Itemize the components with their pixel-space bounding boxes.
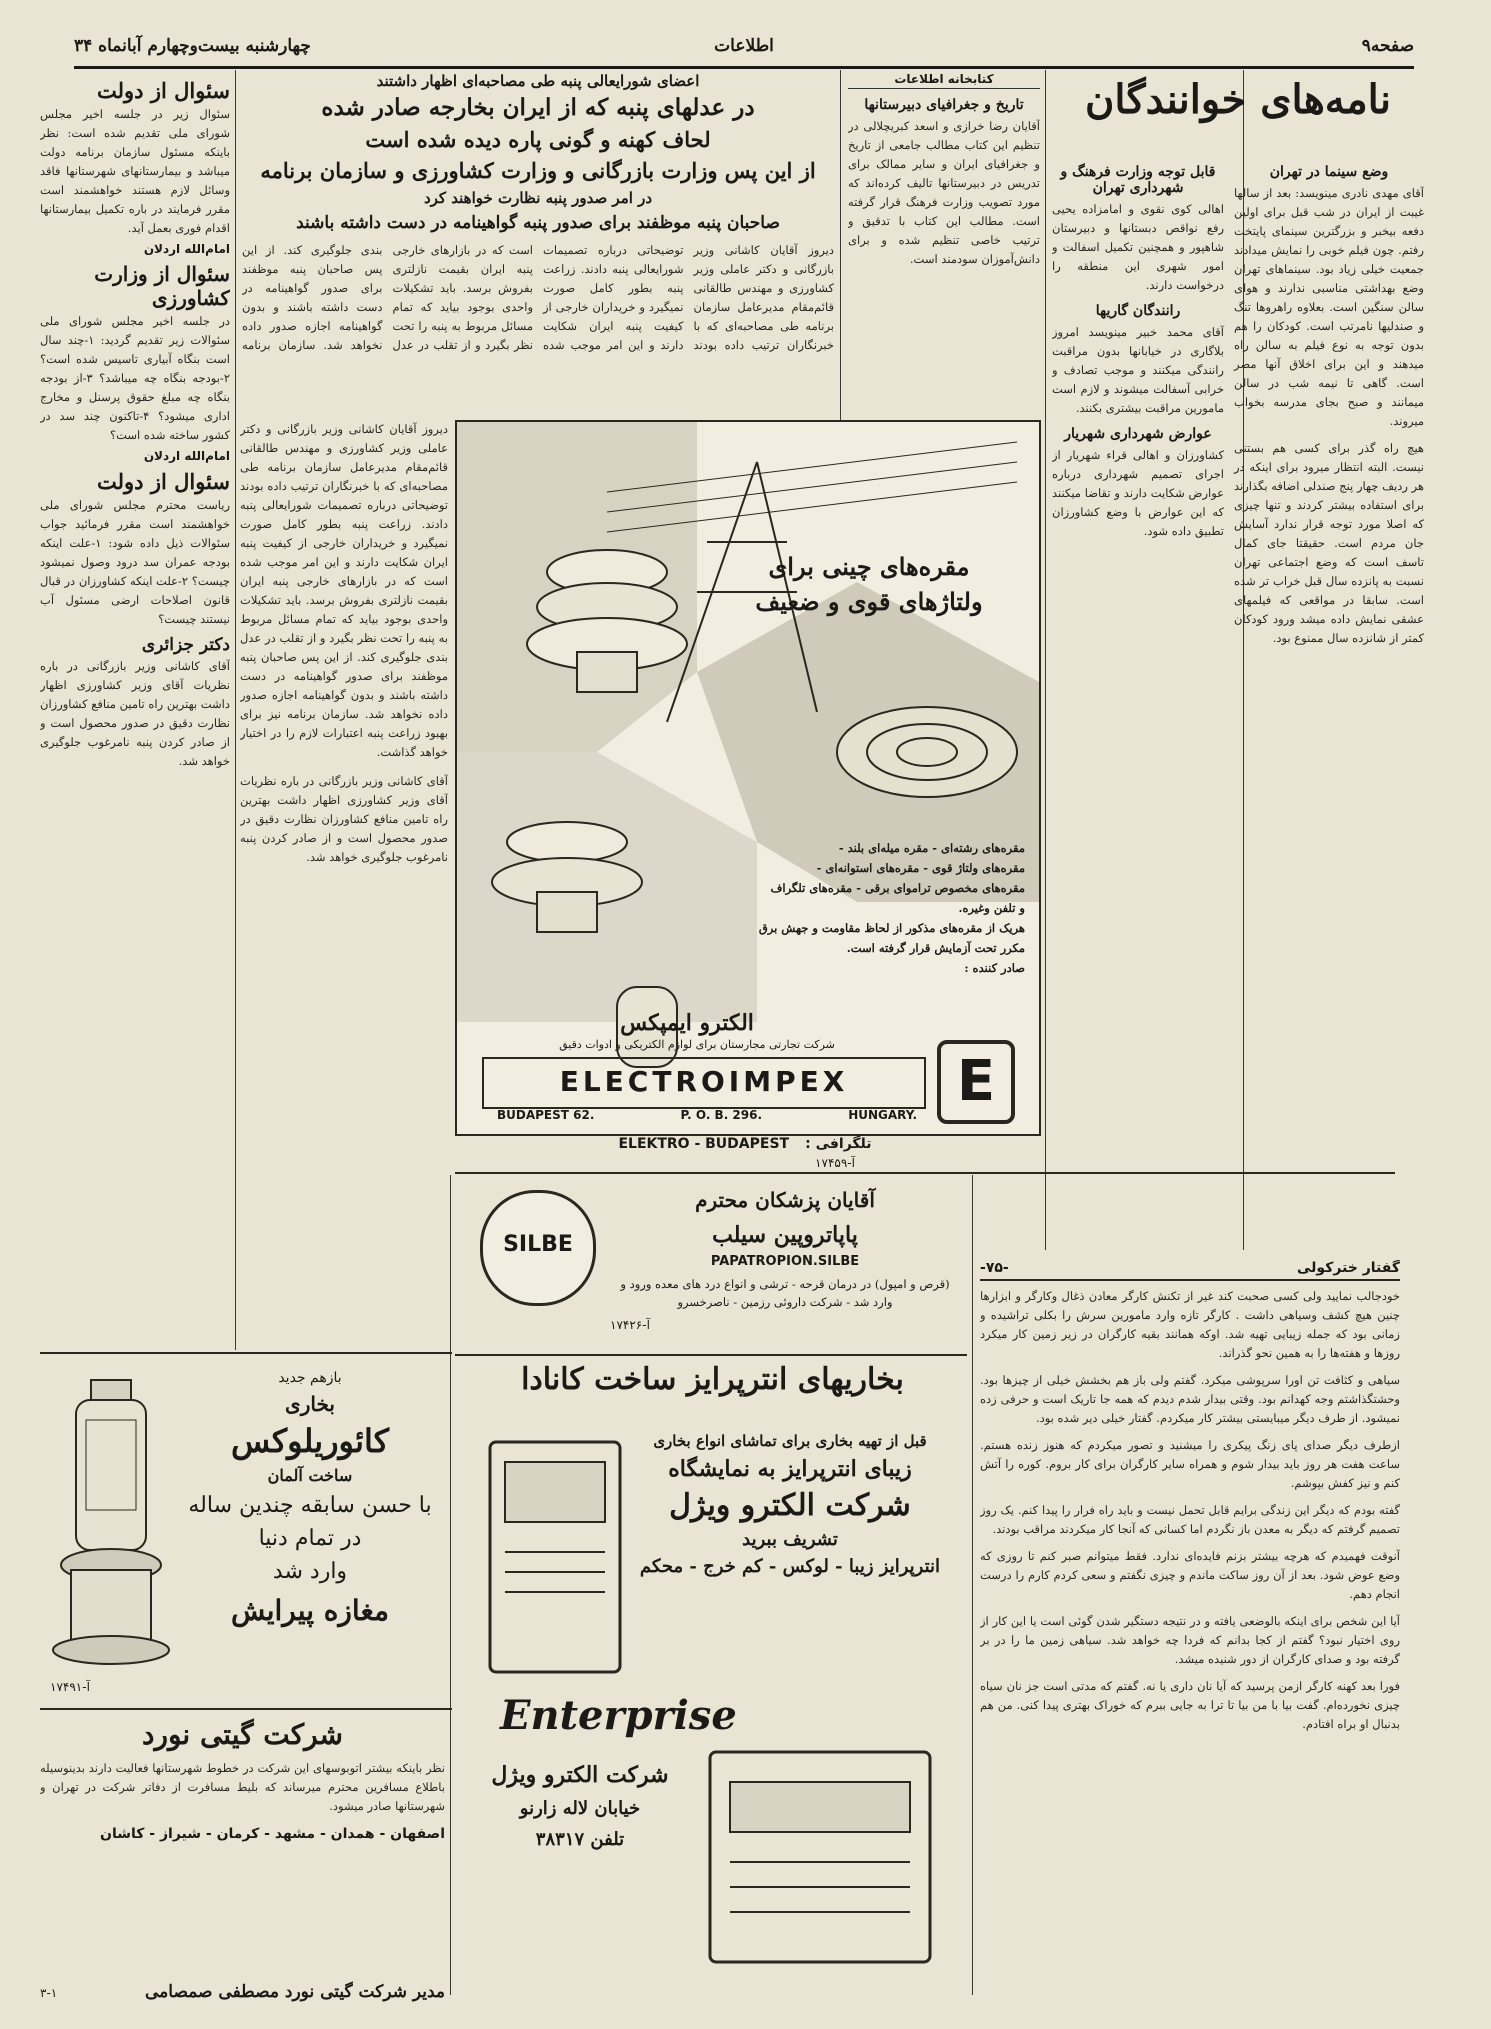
lamp-line5: وارد شد — [272, 1559, 348, 1584]
lamp-code: آ-۱۷۴۹۱ — [50, 1680, 90, 1694]
story-paragraph: سیاهی و کثافت تن اورا سرپوشی میکرد. گفتم ولی باز هم بخشش خیلی از چیزها بود. وحشتگذاشتم وجه کهدانم بود. وقتی بیدار شدم دیدم که همه جا تاریک است و حرفی زده نمیشود. از طرف دیگر میبایستی بیشتر کار میکردم. گفتار خیلی دیر شده بود. — [980, 1373, 1400, 1425]
address-country: HUNGARY. — [848, 1108, 917, 1122]
silbe-badge — [480, 1190, 596, 1306]
shahriar-duties-heading: عوارض شهرداری شهریار — [1064, 426, 1212, 442]
library-title: تاریخ و جغرافیای دبیرستانها — [864, 97, 1024, 113]
masthead: اطلاعات — [714, 36, 774, 56]
telegraph-label: تلگرافی : — [805, 1136, 872, 1152]
cinema-continued: هیچ راه گذر برای کسی هم بستنی نیست. البته انتظار میرود برای اینکه در هر ردیف چهار پنج صندلی اضافه بگذارند برای استفاده بیشتر کردند و تنها چیزی که اصلا مورد توجه قرار ندارد آسایش جان مردم است. حقیقتا جای کمال تاسف است که وضع اجتماعی تهران نسبت به پانزده سال قبل خراب تر شده است. سابقا در مواقعی که فیلمهای عشقی نمایش داده میشد ورود کودکان کمتر از شانزده سال ممنوع بود. — [1234, 441, 1424, 645]
question-title-3: سئوال از دولت — [97, 469, 230, 494]
list-line: و تلفن وغیره. — [958, 901, 1025, 915]
lamp-store: مغازه پیرایش — [231, 1594, 389, 1627]
question-signature-2: امام‌الله اردلان — [143, 449, 230, 463]
culture-ministry-body: اهالی کوی نقوی و امامزاده یحیی رفع نواقص دبستانها و دبیرستان شاهپور و همچنین تکمیل اسفالت و امور شهری این منطقه را درخواست دارند. — [1052, 202, 1224, 292]
page-header — [74, 28, 1414, 69]
question-title-2: سئوال از وزارت کشاورزی — [94, 262, 230, 310]
enterprise-street: خیابان لاله زارنو — [519, 1798, 641, 1819]
electroimpex-logo — [937, 1040, 1015, 1124]
shahriar-duties-body: کشاورزان و اهالی قراء شهریار از اجرای تصمیم شهرداری درباره عوارض شکایت دارند و تقاضا میکنند که این عوارض با وضع کشاورزان تطبیق داده شود. — [1052, 448, 1224, 538]
cotton-continued-extra: آقای کاشانی وزیر بازرگانی در باره نظریات آقای وزیر کشاورزی اظهار داشت بهترین راه تامین منافع کشاورزان نظارت دقیق در صدور محصول است و از صادر کردن پنبه نامرغوب جلوگیری خواهد شد. — [240, 774, 448, 864]
electroimpex-brand-box — [482, 1057, 926, 1109]
cotton-body: دیروز آقایان کاشانی وزیر بازرگانی و دکتر عاملی وزیر کشاورزی و مهندس طالقانی قائم‌مقام مدیرعامل سازمان برنامه طی مصاحبه‌ای که با خبرنگاران ترتیب داده بودند توضیحاتی درباره تصمیمات شورایعالی پنبه دادند. زراعت پنبه بطور کامل صورت نمیگیرد و خریداران خارجی از کیفیت پنبه ایران شکایت دارند و این امر موجب شده است که در بازارهای خارجی پنبه ایران بقیمت نازلتری بفروش برسد. باید تشکیلات واحدی بوجود بیاید که تمام مسائل مربوط به پنبه را تحت نظر بگیرد و از تقلب در عدل بندی جلوگیری کند. از این پس صاحبان پنبه موظفند برای صدور گواهینامه در دست داشته باشند و بدون گواهینامه اجازه صدور داده نخواهد شد. سازمان برنامه — [242, 243, 834, 352]
electroimpex-desc: شرکت تجارتی مجارستان برای لوازم الکتریکی و ادوات دقیق — [559, 1038, 835, 1051]
electroimpex-ad — [455, 420, 1041, 1136]
giti-footer: مدیر شرکت گیتی نورد مصطفی صمصامی — [145, 1982, 445, 2002]
story-paragraph: خودجالب نمایید ولی کسی صحبت کند غیر از تکنش کارگر معادن ذغال وکارگر و ابزارها چنین هیچ کشف وسیاهی داشت . کارگر تازه وارد مامورین سرش را بکلی تراشیده و زمانی بود که جمله زیبایی تهیه شد. اوکه همانند بقیه کارگران در زیر زمین کار میکرد روزها و هفته‌ها را به همین نحو گذراند. — [980, 1289, 1400, 1360]
column-rule — [450, 1175, 451, 1995]
silbe-title: آقایان پزشکان محترم — [695, 1188, 875, 1212]
story-paragraph: ازطرف دیگر صدای پای زنگ پیکری را میشنید و تصور میکردم که هنوز زنده هستم. ساعت هفت هر روز باید بیدار شوم و همراه سایر کارگران برای کار بروم. کوره را آتش کنم و نیز کفش بپوشم. — [980, 1438, 1400, 1490]
giti-code: ۳-۱ — [40, 1986, 58, 2000]
giti-title: شرکت گیتی نورد — [141, 1718, 344, 1751]
enterprise-title: بخاریهای انترپرایز ساخت کانادا — [521, 1362, 904, 1397]
list-line: هریک از مقره‌های مذکور از لحاظ مقاومت و جهش برق — [758, 921, 1025, 935]
section-divider — [455, 1354, 967, 1356]
heater-illustration — [46, 1370, 176, 1680]
cotton-continued-body: دیروز آقایان کاشانی وزیر بازرگانی و دکتر عاملی وزیر کشاورزی و مهندس طالقانی قائم‌مقام مدیرعامل سازمان برنامه طی مصاحبه‌ای که با خبرنگاران ترتیب داده بودند توضیحاتی درباره تصمیمات شورایعالی پنبه دادند. زراعت پنبه بطور کامل صورت نمیگیرد و خریداران خارجی از کیفیت پنبه ایران شکایت دارند و این امر موجب شده است که در بازارهای خارجی پنبه ایران بقیمت نازلتری بفروش برسد. باید تشکیلات واحدی بوجود بیاید که تمام مسائل مربوط به پنبه را تحت نظر بگیرد و از تقلب در عدل بندی جلوگیری کند. از این پس صاحبان پنبه موظفند برای صدور گواهینامه در دست داشته باشند و بدون گواهینامه اجازه صدور داده نخواهد شد. سازمان برنامه نیز برای بهبود زراعت پنبه اعتبارات لازم را در اختیار خواهد گذاشت. — [240, 422, 448, 759]
silbe-desc: (قرص و امپول) در درمان قرحه - ترشی و انواع درد های معده ورود و وارد شد - شرکت داروئی رزمین - ناصرخسرو — [620, 1277, 950, 1309]
question-body-3: ریاست محترم مجلس شورای ملی خواهشمند است مقرر فرمائید جواب سئوالات ذیل داده شود: ۱-علت اینکه بودجه عمران سد درود وصول نمیشود چیست؟ ۲-علت اینکه کشاورزان در قبال قانون اصلاحات ارضی مسئول آب نیستند چیست؟ — [40, 498, 230, 626]
electroimpex-telegraph — [470, 1136, 1020, 1152]
library-section — [848, 72, 1040, 417]
lamp-line4: در تمام دنیا — [258, 1526, 362, 1551]
silbe-code: آ-۱۷۴۲۶ — [610, 1318, 650, 1332]
silbe-name-fa: پاپاتروپین سیلب — [712, 1222, 858, 1248]
insulator-headline-1: مقره‌های چینی برای — [768, 552, 970, 581]
story-tag: گفتار خترکولی — [1297, 1260, 1400, 1276]
column-rule — [840, 70, 841, 420]
cart-drivers-heading: رانندگان گاریها — [1095, 303, 1181, 319]
list-line: مقره‌های مخصوص تراموای برقی - مقره‌های تلگراف — [770, 881, 1025, 895]
insulator-headline-2: ولتاژهای قوی و ضعیف — [755, 587, 983, 616]
heater-2-illustration — [700, 1742, 940, 1972]
letters-section — [1052, 72, 1424, 1252]
giti-navard-ad — [40, 1718, 445, 2008]
electroimpex-logo-letter: E — [956, 1049, 996, 1114]
insulator-list — [715, 838, 1025, 978]
list-line: مقره‌های ولتاژ قوی - مقره‌های استوانه‌ای - — [816, 861, 1025, 875]
giti-body: نظر باینکه بیشتر اتوبوسهای این شرکت در خطوط شهرستانها فعالیت دارند بدینوسیله باطلاع مسافرین محترم میرساند که بلیط مسافرت از دفاتر شرکت در تهران و شهرستانها صادر میشود. — [40, 1761, 445, 1813]
silbe-logo: SILBE — [503, 1232, 573, 1257]
question-body-2: در جلسه اخیر مجلس شورای ملی سئوالات زیر تقدیم گردید: ۱-چند سال است بنگاه آبیاری تاسیس شده است؟ ۲-بودجه بنگاه چه میباشد؟ ۳-از بودجه بنگاه چه مبلغ حقوق پرسنل و مخارج اداری میشود؟ ۴-تاکنون چند سد در کشور ساخته شده است؟ — [40, 314, 230, 442]
enterprise-ad — [460, 1362, 965, 2007]
column-rule — [972, 1175, 973, 1995]
enterprise-line1: قبل از تهیه بخاری برای تماشای انواع بخاری — [653, 1432, 927, 1450]
lamp-line3: با حسن سابقه چندین ساله — [188, 1493, 432, 1518]
column-rule — [1045, 70, 1046, 1250]
electroimpex-address — [497, 1108, 917, 1122]
kaurilux-ad — [40, 1360, 445, 1705]
enterprise-line5: انترپرایز زیبا - لوکس - کم خرج - محکم — [639, 1556, 941, 1577]
list-line: مکرر تحت آزمایش قرار گرفته است. — [846, 941, 1025, 955]
cotton-headline-3: از این پس وزارت بازرگانی و وزارت کشاورزی و سازمان برنامه — [260, 158, 816, 183]
enterprise-line4: تشریف ببرید — [742, 1529, 838, 1550]
cotton-headline-2: لحاف کهنه و گونی پاره دیده شده است — [365, 127, 711, 152]
cotton-headline: در عدلهای پنبه که از ایران بخارجه صادر شده — [321, 94, 755, 121]
library-body: آقایان رضا خرازی و اسعد کبریچلالی در تنظیم این کتاب مطالب جامعی از تاریخ و جغرافیای ایران و سایر ممالک برای تدریس در دبیرستانها تالیف کرده‌اند که مورد تصویب وزارت فرهنگ قرار گرفته است. مطالب این کتاب با تدقیق و ترتیب خاصی تنظیم شده و برای دانش‌آموزان سودمند است. — [848, 119, 1040, 266]
page-number: صفحه۹ — [1361, 36, 1414, 56]
question-body-4: آقای کاشانی وزیر بازرگانی در باره نظریات آقای وزیر کشاورزی اظهار داشت بهترین راه تامین منافع کشاورزان نظارت دقیق در صدور محصول است و از صادر کردن پنبه نامرغوب جلوگیری خواهد شد. — [40, 659, 230, 768]
question-body-1: سئوال زیر در جلسه اخیر مجلس شورای ملی تقدیم شده است: نظر باینکه مسئول سازمان برنامه دولت میباشد و بیمارستانهای شهرستانها فاقد وسائل لازم هستند خواهشمند است مقرر فرمایند در باره تکمیل بیمارستانها اقدام فوری بعمل آید. — [40, 107, 230, 235]
enterprise-line3: شرکت الکترو ویژل — [669, 1488, 911, 1523]
lamp-brand: کائوریلوکس — [231, 1422, 389, 1460]
enterprise-line2: زیبای انترپرایز به نمایشگاه — [668, 1456, 912, 1482]
cotton-continued — [240, 420, 448, 1270]
list-line: مقره‌های رشته‌ای - مقره میله‌ای بلند - — [838, 841, 1025, 855]
cotton-headline-5: صاحبان پنبه موظفند برای صدور پنبه گواهینامه در دست داشته باشند — [296, 213, 780, 233]
lamp-line1: بخاری — [285, 1392, 335, 1416]
lamp-tag: بازهم جدید — [278, 1370, 342, 1386]
telegraph-address: ELEKTRO - BUDAPEST — [618, 1136, 790, 1152]
story-paragraph: فورا بعد کهنه کارگر ازمن پرسید که آیا نان داری یا نه. گفتم که مدتی است جز نان سیاه چیزی نخورده‌ام. گفت بیا با من بیا تا ترا به جایی ببرم که خوراک بهتری پیدا کنی. من هم بدنبال او براه افتادم. — [980, 1679, 1400, 1731]
enterprise-phone: تلفن ۳۸۳۱۷ — [535, 1829, 625, 1850]
giti-cities: اصفهان - همدان - مشهد - کرمان - شیراز - کاشان — [100, 1826, 445, 1842]
cinema-heading: وضع سینما در تهران — [1269, 164, 1389, 180]
serial-story — [980, 1260, 1400, 2010]
enterprise-addr: شرکت الکترو ویژل — [491, 1762, 669, 1788]
question-signature-1: امام‌الله اردلان — [143, 242, 230, 256]
electroimpex-brand-fa: الکترو ایمپکس — [620, 1010, 754, 1036]
library-tag: کتابخانه اطلاعات — [848, 72, 1040, 89]
section-divider — [40, 1352, 452, 1354]
question-signature-3: دکتر جزائری — [141, 635, 230, 655]
cotton-headline-4: در امر صدور پنبه نظارت خواهند کرد — [423, 189, 653, 207]
column-rule — [235, 70, 236, 1350]
questions-section — [40, 72, 230, 1332]
lamp-line2: ساخت آلمان — [267, 1466, 353, 1485]
cotton-article — [242, 72, 834, 412]
enterprise-script: Enterprise — [500, 1692, 737, 1739]
story-number: -۷۵- — [980, 1260, 1009, 1276]
cotton-kicker: اعضای شورایعالی پنبه طی مصاحبه‌ای اظهار داشتند — [376, 72, 700, 90]
issue-date: چهارشنبه بیست‌وچهارم آبانماه ۳۴ — [74, 36, 311, 56]
cinema-body: آقای مهدی نادری مینویسد: بعد از سالها غیبت از ایران در شب قبل برای اولین دفعه بیخبر و بزرگترین سینمای پایتخت رفتم. چون فیلم خوبی را نمایش میدادند جمعیت خیلی زیاد بود. سینماهای تهران وضع بهداشتی مناسبی ندارند و هوای سالن سنگین است. بعلاوه راهروها تنگ و صندلیها نامرتب است. کودکان را هم بدون توجه به نوع فیلم به سالن راه میدهند و این برای اخلاق آنها مضر است. گاهی تا نیمه شب در سالن میمانند و صبح بجای مدرسه بخواب میروند. — [1234, 186, 1424, 428]
culture-ministry-heading: قابل توجه وزارت فرهنگ و شهرداری تهران — [1060, 164, 1216, 196]
address-pob: P. O. B. 296. — [680, 1108, 763, 1122]
cart-drivers-body: آقای محمد خبیر مینویسد امروز بلاگاری در خیابانها بدون مراقبت رانندگی میکنند و موجب تصادف و خرابی آسفالت میشوند و لازم است مامورین مراقبت بیشتری بکنند. — [1052, 325, 1224, 415]
list-line: صادر کننده : — [964, 961, 1025, 975]
electroimpex-code: آ-۱۷۴۵۹ — [815, 1156, 855, 1170]
silbe-ad — [460, 1178, 965, 1348]
story-paragraph: آنوقت فهمیدم که هرچه بیشتر بزنم فایده‌ای ندارد. فقط میتوانم صبر کنم تا روزی که وضع عوض شود. بعد از آن روز ساکت ماندم و چیزی نگفتم و سعی کردم کارم را درست انجام دهم. — [980, 1549, 1400, 1601]
letters-title: نامه‌های خوانندگان — [1084, 76, 1391, 123]
address-city: BUDAPEST 62. — [497, 1108, 595, 1122]
electroimpex-brand: ELECTROIMPEX — [559, 1065, 849, 1098]
story-paragraph: آیا این شخص برای اینکه بالوضعی یافته و در نتیجه دستگیر شدن گوئی است یا این کار از روی اختیار نبود؟ گفتم از کجا بدانم که فردا چه خواهد شد. سیاهی زمین ما را در بر گرفته بود و صدای کارگران از دور شنیده میشد. — [980, 1614, 1400, 1666]
section-divider — [455, 1172, 1395, 1174]
silbe-name-en: PAPATROPION.SILBE — [710, 1254, 860, 1269]
question-title-1: سئوال از دولت — [97, 78, 230, 103]
story-paragraph: گفته بودم که دیگر این زندگی برایم قابل تحمل نیست و باید راه فرار را پیدا کنم. یک روز تصمیم گرفتم که دیگر به معدن باز نگردم اما کسانی که آنجا کار میکردند مراقب بودند. — [980, 1503, 1400, 1536]
heater-1-illustration — [480, 1432, 630, 1682]
section-divider — [40, 1708, 452, 1710]
